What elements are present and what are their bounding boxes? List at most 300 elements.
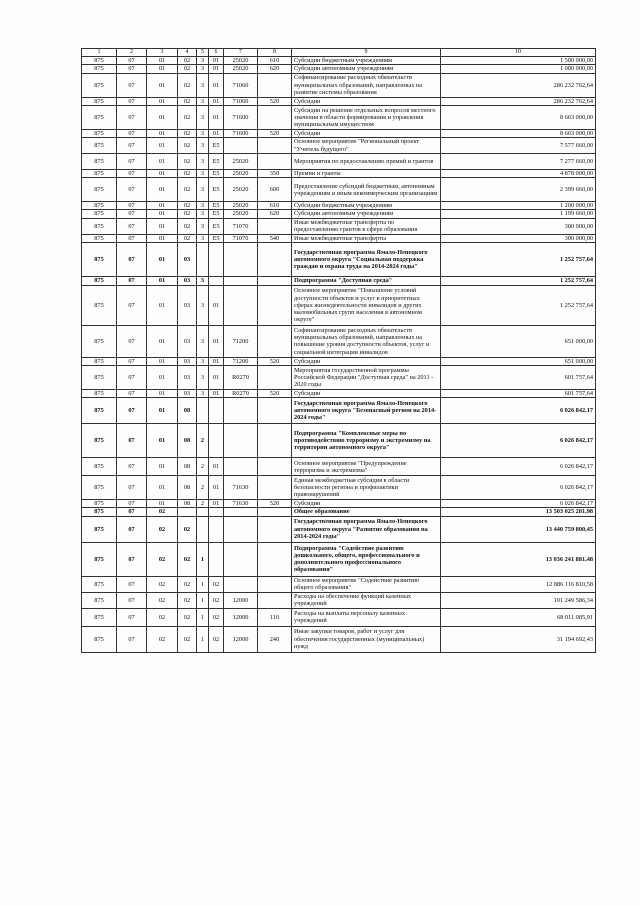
table-row [82,129,596,137]
section-code: 07 [117,242,147,276]
activity-code: 01 [209,500,224,508]
row-amount: 101 249 586,34 [441,592,596,608]
subsection-code: 02 [147,626,178,652]
row-description: Государственная программа Ямало-Ненецкого автономного округа "Безопасный регион на 2014-2024 годы" [292,398,441,424]
direction-code [224,138,258,154]
subsection-code: 02 [147,542,178,576]
row-description: Основное мероприятие "Региональный проект "Учитель будущего" [292,138,441,154]
row-description: Основное мероприятие "Предупреждение терроризма и экстремизма" [292,458,441,476]
program-code: 03 [178,276,197,285]
row-amount: 8 603 000,00 [441,129,596,137]
row-amount: 8 603 000,00 [441,105,596,129]
activity-code: 02 [209,626,224,652]
program-code: 02 [178,592,197,608]
subprogram-code: 1 [197,592,209,608]
subsection-code: 02 [147,508,178,516]
program-code: 02 [178,626,197,652]
activity-code: E5 [209,218,224,234]
subprogram-code [197,516,209,542]
section-code: 07 [117,57,147,65]
row-amount: 68 011 085,91 [441,608,596,626]
expense-type-code [258,325,292,357]
program-code: 02 [178,57,197,65]
table-row [82,97,596,105]
row-amount: 1 252 757,64 [441,242,596,276]
program-code: 02 [178,218,197,234]
activity-code [209,542,224,576]
direction-code: 25020 [224,210,258,218]
subsection-code: 01 [147,325,178,357]
section-code: 07 [117,65,147,73]
subsection-code: 01 [147,500,178,508]
section-code: 07 [117,276,147,285]
table-row [82,608,596,626]
activity-code [209,276,224,285]
program-code: 08 [178,458,197,476]
table-row [82,325,596,357]
table-row [82,500,596,508]
ministry-code: 875 [82,366,117,390]
row-amount: 31 194 692,43 [441,626,596,652]
direction-code: 71630 [224,476,258,500]
activity-code: 01 [209,366,224,390]
table-row [82,458,596,476]
table-row [82,424,596,458]
ministry-code: 875 [82,325,117,357]
row-description: Субсидии [292,357,441,365]
section-code: 07 [117,516,147,542]
activity-code: E5 [209,170,224,178]
direction-code: 25020 [224,57,258,65]
activity-code: 02 [209,592,224,608]
ministry-code: 875 [82,542,117,576]
expense-type-code [258,276,292,285]
section-code: 07 [117,129,147,137]
row-description: Основное мероприятие "Повышение условий доступности объектов и услуг в приоритетных сферах жизнедеятельности инвалидов и других маломобильных групп населения в автономном округе" [292,285,441,325]
table-row [82,508,596,516]
program-code: 02 [178,210,197,218]
activity-code: E5 [209,202,224,210]
subprogram-code: 3 [197,276,209,285]
subprogram-code: 3 [197,73,209,97]
row-amount: 13 440 759 800,45 [441,516,596,542]
row-description: Субсидии бюджетным учреждениям [292,202,441,210]
subsection-code: 01 [147,242,178,276]
direction-code [224,576,258,592]
subprogram-code: 3 [197,234,209,242]
row-description: Софинансирование расходных обязательств муниципальных образований, направленных на развитие системы образования [292,73,441,97]
ministry-code: 875 [82,508,117,516]
expense-type-code: 520 [258,390,292,398]
subprogram-code: 3 [197,325,209,357]
ministry-code: 875 [82,390,117,398]
program-code: 03 [178,390,197,398]
table-row [82,138,596,154]
ministry-code: 875 [82,97,117,105]
expense-type-code [258,398,292,424]
subsection-code: 01 [147,105,178,129]
ministry-code: 875 [82,285,117,325]
expense-type-code [258,73,292,97]
activity-code [209,516,224,542]
row-description: Подпрограмма "Содействие развитию дошкольного, общего, профессионального и дополнительного профессионального образования" [292,542,441,576]
subprogram-code: 2 [197,476,209,500]
row-description: Премии и гранты [292,170,441,178]
table-row [82,285,596,325]
row-description: Софинансирование расходных обязательств муниципальных образований, направленных на повышение уровня доступности объектов, услуг и социальной интеграции инвалидов [292,325,441,357]
subsection-code: 01 [147,73,178,97]
expense-type-code [258,105,292,129]
program-code: 02 [178,154,197,170]
budget-table [81,48,596,653]
expense-type-code: 110 [258,608,292,626]
direction-code: 71200 [224,325,258,357]
direction-code: 71600 [224,105,258,129]
subprogram-code: 3 [197,285,209,325]
ministry-code: 875 [82,357,117,365]
program-code: 03 [178,366,197,390]
subprogram-code: 3 [197,154,209,170]
expense-type-code [258,576,292,592]
row-amount: 1 199 660,00 [441,210,596,218]
row-amount: 6 026 842,17 [441,458,596,476]
subsection-code: 01 [147,276,178,285]
table-row [82,366,596,390]
ministry-code: 875 [82,138,117,154]
expense-type-code: 610 [258,57,292,65]
direction-code [224,285,258,325]
column-number: 7 [224,49,258,57]
row-description: Общее образование [292,508,441,516]
section-code: 07 [117,500,147,508]
expense-type-code: 520 [258,97,292,105]
table-row [82,170,596,178]
expense-type-code [258,542,292,576]
row-amount: 12 886 116 810,58 [441,576,596,592]
subsection-code: 01 [147,424,178,458]
ministry-code: 875 [82,57,117,65]
program-code: 02 [178,178,197,202]
expense-type-code: 620 [258,210,292,218]
section-code: 07 [117,626,147,652]
activity-code: 01 [209,105,224,129]
subprogram-code: 2 [197,458,209,476]
row-description: Единая межбюджетная субсидия в области безопасности региона и профилактики правонарушений [292,476,441,500]
activity-code: 01 [209,129,224,137]
subprogram-code [197,242,209,276]
ministry-code: 875 [82,398,117,424]
table-row [82,202,596,210]
row-amount: 6 026 842,17 [441,476,596,500]
row-description: Государственная программа Ямало-Ненецкого автономного округа "Развитие образования на 2014-2024 годы" [292,516,441,542]
expense-type-code [258,154,292,170]
row-description: Государственная программа Ямало-Ненецкого автономного округа "Социальная поддержка граждан и охрана труда на 2014-2024 годы" [292,242,441,276]
table-row [82,516,596,542]
section-code: 07 [117,476,147,500]
activity-code: E5 [209,138,224,154]
expense-type-code [258,242,292,276]
subprogram-code: 2 [197,424,209,458]
section-code: 07 [117,398,147,424]
program-code: 02 [178,202,197,210]
subprogram-code: 3 [197,366,209,390]
section-code: 07 [117,285,147,325]
ministry-code: 875 [82,476,117,500]
program-code: 02 [178,73,197,97]
ministry-code: 875 [82,592,117,608]
direction-code: 71070 [224,234,258,242]
expense-type-code [258,458,292,476]
expense-type-code: 620 [258,65,292,73]
direction-code: 25020 [224,202,258,210]
column-number: 8 [258,49,292,57]
row-description: Субсидии [292,390,441,398]
direction-code: 12000 [224,626,258,652]
subprogram-code: 3 [197,65,209,73]
section-code: 07 [117,210,147,218]
section-code: 07 [117,542,147,576]
subsection-code: 01 [147,138,178,154]
row-amount: 601 757,64 [441,366,596,390]
row-amount: 286 232 762,64 [441,97,596,105]
subprogram-code: 3 [197,57,209,65]
table-row [82,357,596,365]
subsection-code: 01 [147,65,178,73]
section-code: 07 [117,202,147,210]
subprogram-code: 1 [197,608,209,626]
program-code: 02 [178,129,197,137]
row-description: Субсидии автономным учреждениям [292,65,441,73]
ministry-code: 875 [82,210,117,218]
expense-type-code [258,508,292,516]
activity-code: 01 [209,390,224,398]
column-number: 2 [117,49,147,57]
row-amount: 1 252 757,64 [441,276,596,285]
expense-type-code [258,592,292,608]
subsection-code: 01 [147,234,178,242]
expense-type-code: 520 [258,500,292,508]
budget-table-body [82,49,596,653]
section-code: 07 [117,138,147,154]
activity-code: E5 [209,210,224,218]
direction-code: 25020 [224,65,258,73]
ministry-code: 875 [82,234,117,242]
ministry-code: 875 [82,154,117,170]
row-description: Основное мероприятие "Содействие развитию общего образования" [292,576,441,592]
row-description: Субсидии [292,129,441,137]
program-code: 08 [178,500,197,508]
ministry-code: 875 [82,242,117,276]
expense-type-code: 240 [258,626,292,652]
direction-code: 12000 [224,592,258,608]
subprogram-code: 3 [197,105,209,129]
row-amount: 1 200 000,00 [441,202,596,210]
ministry-code: 875 [82,170,117,178]
subprogram-code: 3 [197,357,209,365]
row-amount: 1 252 757,64 [441,285,596,325]
ministry-code: 875 [82,458,117,476]
ministry-code: 875 [82,276,117,285]
row-description: Мероприятия государственной программы Российской Федерации "Доступная среда" на 2011 - 2020 годы [292,366,441,390]
program-code: 02 [178,170,197,178]
row-amount: 2 399 660,00 [441,178,596,202]
subsection-code: 01 [147,57,178,65]
direction-code: 25020 [224,170,258,178]
row-amount: 300 000,00 [441,234,596,242]
row-description: Расходы на обеспечение функций казенных учреждений [292,592,441,608]
table-row [82,476,596,500]
section-code: 07 [117,97,147,105]
expense-type-code: 600 [258,178,292,202]
ministry-code: 875 [82,576,117,592]
ministry-code: 875 [82,626,117,652]
subprogram-code: 3 [197,97,209,105]
row-amount: 1 500 000,00 [441,57,596,65]
activity-code: 01 [209,57,224,65]
section-code: 07 [117,458,147,476]
table-row [82,65,596,73]
table-row [82,57,596,65]
expense-type-code [258,366,292,390]
row-description: Субсидии [292,500,441,508]
expense-type-code: 540 [258,234,292,242]
subprogram-code: 3 [197,170,209,178]
table-row [82,242,596,276]
program-code: 02 [178,516,197,542]
subprogram-code: 3 [197,202,209,210]
table-row [82,234,596,242]
table-row [82,154,596,170]
activity-code: E5 [209,234,224,242]
activity-code: E5 [209,154,224,170]
direction-code: 71060 [224,97,258,105]
subsection-code: 02 [147,592,178,608]
subsection-code: 01 [147,458,178,476]
table-row [82,105,596,129]
activity-code: 01 [209,458,224,476]
direction-code: 71600 [224,129,258,137]
subprogram-code: 3 [197,129,209,137]
column-number: 3 [147,49,178,57]
ministry-code: 875 [82,608,117,626]
section-code: 07 [117,325,147,357]
column-number: 10 [441,49,596,57]
direction-code [224,516,258,542]
subprogram-code: 3 [197,138,209,154]
section-code: 07 [117,170,147,178]
subsection-code: 01 [147,218,178,234]
row-amount: 1 000 000,00 [441,65,596,73]
expense-type-code [258,424,292,458]
direction-code [224,424,258,458]
row-amount: 7 277 660,00 [441,154,596,170]
row-description: Субсидии автономным учреждениям [292,210,441,218]
subsection-code: 01 [147,285,178,325]
direction-code: R0270 [224,390,258,398]
row-amount: 601 757,64 [441,390,596,398]
subsection-code: 01 [147,202,178,210]
column-number: 4 [178,49,197,57]
row-amount: 7 577 660,00 [441,138,596,154]
activity-code: 01 [209,97,224,105]
section-code: 07 [117,234,147,242]
section-code: 07 [117,592,147,608]
column-number: 9 [292,49,441,57]
program-code: 02 [178,542,197,576]
subprogram-code: 1 [197,626,209,652]
expense-type-code [258,285,292,325]
subprogram-code: 3 [197,218,209,234]
program-code: 02 [178,576,197,592]
table-row [82,276,596,285]
direction-code: 25020 [224,178,258,202]
subprogram-code: 3 [197,210,209,218]
ministry-code: 875 [82,73,117,97]
program-code: 03 [178,357,197,365]
direction-code: 71630 [224,500,258,508]
program-code: 02 [178,97,197,105]
program-code [178,508,197,516]
subprogram-code: 3 [197,178,209,202]
expense-type-code: 520 [258,129,292,137]
ministry-code: 875 [82,516,117,542]
activity-code [209,242,224,276]
ministry-code: 875 [82,178,117,202]
activity-code [209,508,224,516]
activity-code: 02 [209,608,224,626]
program-code: 02 [178,138,197,154]
subsection-code: 01 [147,154,178,170]
subsection-code: 01 [147,97,178,105]
program-code: 03 [178,285,197,325]
program-code: 02 [178,65,197,73]
section-code: 07 [117,508,147,516]
activity-code: E5 [209,178,224,202]
activity-code [209,398,224,424]
direction-code [224,398,258,424]
program-code: 08 [178,398,197,424]
expense-type-code: 350 [258,170,292,178]
table-row [82,218,596,234]
expense-type-code [258,476,292,500]
direction-code [224,508,258,516]
activity-code: 01 [209,65,224,73]
program-code: 08 [178,476,197,500]
row-amount: 13 036 241 881,48 [441,542,596,576]
expense-type-code: 520 [258,357,292,365]
direction-code: 25020 [224,154,258,170]
ministry-code: 875 [82,218,117,234]
subprogram-code [197,398,209,424]
section-code: 07 [117,357,147,365]
row-amount: 651 000,00 [441,357,596,365]
row-description: Иные закупки товаров, работ и услуг для обеспечения государственных (муниципальных) нужд [292,626,441,652]
ministry-code: 875 [82,500,117,508]
row-description: Иные межбюджетные трансферты [292,234,441,242]
direction-code: 71070 [224,218,258,234]
program-code: 02 [178,105,197,129]
activity-code: 01 [209,285,224,325]
direction-code: 71200 [224,357,258,365]
section-code: 07 [117,178,147,202]
ministry-code: 875 [82,105,117,129]
subsection-code: 01 [147,129,178,137]
activity-code: 01 [209,73,224,97]
subprogram-code: 1 [197,542,209,576]
ministry-code: 875 [82,202,117,210]
row-description: Подпрограмма "Доступная среда" [292,276,441,285]
table-row [82,592,596,608]
